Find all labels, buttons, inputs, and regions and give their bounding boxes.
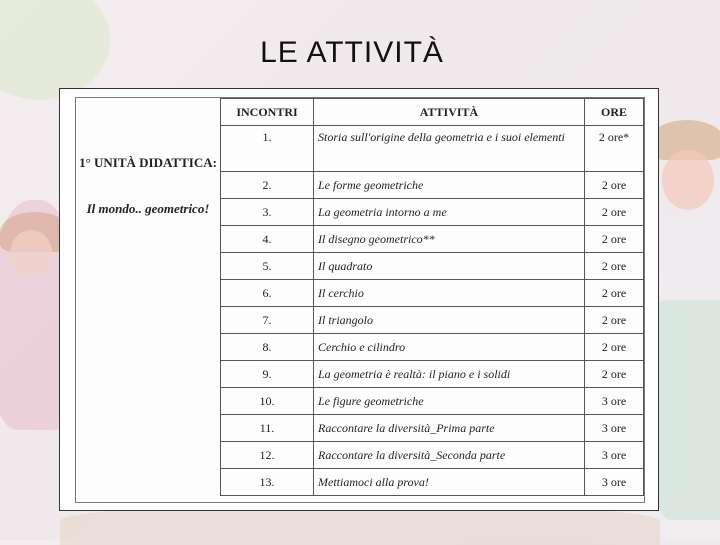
row-hours: 2 ore* [585,126,644,172]
row-number: 10. [221,388,314,415]
table-row [221,388,644,415]
row-activity: La geometria è realtà: il piano e i solidi [314,361,585,388]
slide-title: LE ATTIVITÀ [260,36,444,69]
row-number: 7. [221,307,314,334]
row-number: 9. [221,361,314,388]
row-activity: Mettiamoci alla prova! [314,469,585,496]
row-activity: Raccontare la diversità_Seconda parte [314,442,585,469]
row-number: 2. [221,172,314,199]
row-hours: 3 ore [585,442,644,469]
row-hours: 2 ore [585,280,644,307]
row-hours: 2 ore [585,199,644,226]
unit-subtitle: Il mondo.. geometrico! [86,201,210,216]
row-activity: Il cerchio [314,280,585,307]
row-hours: 2 ore [585,334,644,361]
row-hours: 2 ore [585,307,644,334]
table-row [221,253,644,280]
row-hours: 2 ore [585,226,644,253]
row-number: 3. [221,199,314,226]
unit-heading: 1° UNITÀ DIDATTICA: [79,155,217,170]
header-attivita: ATTIVITÀ [314,99,585,126]
background-drawing-right-face [662,150,714,210]
row-number: 6. [221,280,314,307]
row-activity: Il quadrato [314,253,585,280]
document-table-area [75,97,645,503]
activities-table [220,98,644,496]
row-activity: Il triangolo [314,307,585,334]
table-row [221,126,644,172]
table-row [221,199,644,226]
row-activity: Raccontare la diversità_Prima parte [314,415,585,442]
row-number: 11. [221,415,314,442]
row-hours: 3 ore [585,388,644,415]
row-activity: Il disegno geometrico** [314,226,585,253]
table-row [221,469,644,496]
row-activity: Le forme geometriche [314,172,585,199]
table-row [221,415,644,442]
row-number: 5. [221,253,314,280]
header-ore: ORE [585,99,644,126]
row-number: 8. [221,334,314,361]
row-activity: Le figure geometriche [314,388,585,415]
row-number: 13. [221,469,314,496]
table-row [221,334,644,361]
unit-panel [76,98,220,502]
table-row [221,361,644,388]
background-drawing-right-green [650,300,720,520]
row-activity: Cerchio e cilindro [314,334,585,361]
row-number: 1. [221,126,314,172]
header-incontri: INCONTRI [221,99,314,126]
row-hours: 3 ore [585,469,644,496]
table-header-row [221,99,644,126]
row-number: 12. [221,442,314,469]
scanned-document [59,88,659,511]
background-drawing-left-face [10,230,52,276]
table-row [221,172,644,199]
table-row [221,280,644,307]
row-hours: 2 ore [585,361,644,388]
row-hours: 2 ore [585,172,644,199]
row-hours: 3 ore [585,415,644,442]
table-row [221,442,644,469]
background-drawing-bottom [60,505,660,545]
table-row [221,307,644,334]
row-number: 4. [221,226,314,253]
row-hours: 2 ore [585,253,644,280]
table-row [221,226,644,253]
row-activity: La geometria intorno a me [314,199,585,226]
row-activity: Storia sull'origine della geometria e i suoi elementi [314,126,585,172]
